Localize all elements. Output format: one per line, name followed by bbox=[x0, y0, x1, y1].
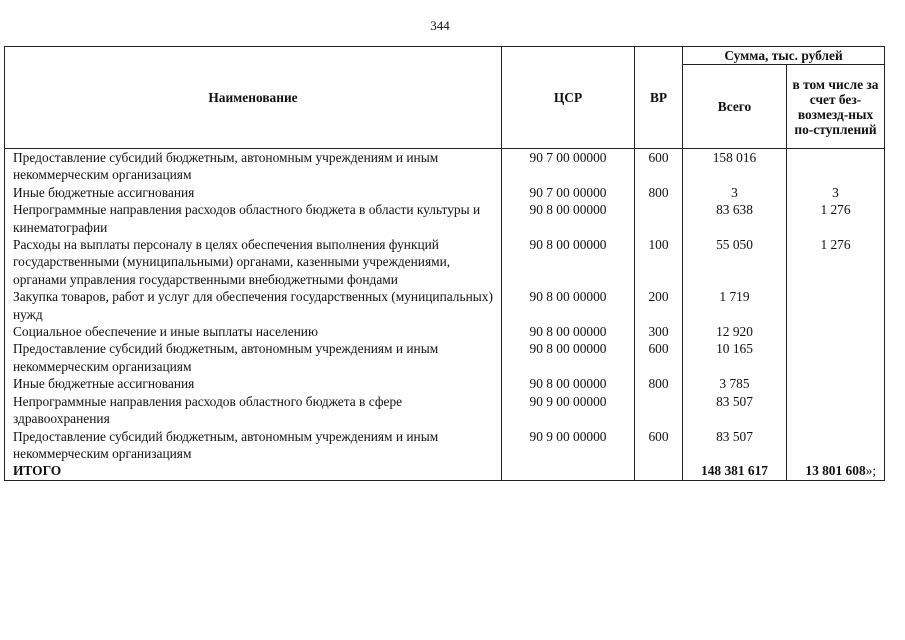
row-csr: 90 8 00 00000 bbox=[502, 323, 635, 340]
row-name: Расходы на выплаты персоналу в целях обеспечения выполнения функций государственными (муниципальными) органами, казенными учреждениями, органами управления государственными внебюджетными фондами bbox=[5, 236, 502, 288]
row-total: 3 785 bbox=[683, 375, 787, 392]
row-vr: 600 bbox=[635, 340, 683, 375]
row-total: 1 719 bbox=[683, 288, 787, 323]
total-free-cell bbox=[787, 462, 885, 480]
row-vr bbox=[635, 393, 683, 428]
total-row bbox=[5, 462, 885, 480]
closing-mark: »; bbox=[865, 463, 877, 479]
total-free-wrap bbox=[805, 462, 877, 479]
header-total: Всего bbox=[683, 65, 787, 149]
row-free: 1 276 bbox=[787, 201, 885, 236]
table-row bbox=[5, 236, 885, 288]
total-sum: 148 381 617 bbox=[683, 462, 787, 480]
row-vr: 200 bbox=[635, 288, 683, 323]
row-total: 55 050 bbox=[683, 236, 787, 288]
budget-table bbox=[4, 46, 885, 481]
row-csr: 90 8 00 00000 bbox=[502, 288, 635, 323]
row-name: Непрограммные направления расходов областного бюджета в сфере здравоохранения bbox=[5, 393, 502, 428]
table-row bbox=[5, 288, 885, 323]
header-free: в том числе за счет без-возмезд-ных по-ступлений bbox=[787, 65, 885, 149]
row-name: Непрограммные направления расходов областного бюджета в области культуры и кинематографии bbox=[5, 201, 502, 236]
page-number: 344 bbox=[430, 18, 450, 33]
row-name: Иные бюджетные ассигнования bbox=[5, 375, 502, 392]
row-vr bbox=[635, 201, 683, 236]
row-csr: 90 9 00 00000 bbox=[502, 428, 635, 463]
row-total: 3 bbox=[683, 184, 787, 201]
row-name: Закупка товаров, работ и услуг для обеспечения государственных (муниципальных) нужд bbox=[5, 288, 502, 323]
row-total: 10 165 bbox=[683, 340, 787, 375]
row-total: 158 016 bbox=[683, 149, 787, 184]
row-free bbox=[787, 288, 885, 323]
row-csr: 90 9 00 00000 bbox=[502, 393, 635, 428]
total-free: 13 801 608 bbox=[805, 463, 866, 479]
row-csr: 90 8 00 00000 bbox=[502, 340, 635, 375]
row-csr: 90 8 00 00000 bbox=[502, 375, 635, 392]
row-total: 12 920 bbox=[683, 323, 787, 340]
header-vr: ВР bbox=[635, 47, 683, 149]
row-vr: 600 bbox=[635, 428, 683, 463]
total-label: ИТОГО bbox=[5, 462, 502, 480]
table-row bbox=[5, 393, 885, 428]
row-name: Иные бюджетные ассигнования bbox=[5, 184, 502, 201]
row-vr: 600 bbox=[635, 149, 683, 184]
row-name: Предоставление субсидий бюджетным, автономным учреждениям и иным некоммерческим организациям bbox=[5, 149, 502, 184]
row-total: 83 638 bbox=[683, 201, 787, 236]
row-free bbox=[787, 375, 885, 392]
row-free: 3 bbox=[787, 184, 885, 201]
row-free bbox=[787, 428, 885, 463]
header-name: Наименование bbox=[5, 47, 502, 149]
row-free bbox=[787, 340, 885, 375]
row-csr: 90 7 00 00000 bbox=[502, 149, 635, 184]
table-row bbox=[5, 340, 885, 375]
row-csr: 90 8 00 00000 bbox=[502, 201, 635, 236]
row-total: 83 507 bbox=[683, 393, 787, 428]
row-name: Предоставление субсидий бюджетным, автономным учреждениям и иным некоммерческим организациям bbox=[5, 428, 502, 463]
row-free bbox=[787, 149, 885, 184]
row-vr: 800 bbox=[635, 184, 683, 201]
table-body bbox=[5, 149, 885, 481]
total-vr-empty bbox=[635, 462, 683, 480]
table-row bbox=[5, 428, 885, 463]
row-vr: 100 bbox=[635, 236, 683, 288]
row-name: Социальное обеспечение и иные выплаты населению bbox=[5, 323, 502, 340]
row-free: 1 276 bbox=[787, 236, 885, 288]
table-row bbox=[5, 323, 885, 340]
table-row bbox=[5, 201, 885, 236]
total-csr-empty bbox=[502, 462, 635, 480]
row-total: 83 507 bbox=[683, 428, 787, 463]
row-vr: 800 bbox=[635, 375, 683, 392]
table-row bbox=[5, 184, 885, 201]
header-csr: ЦСР bbox=[502, 47, 635, 149]
row-vr: 300 bbox=[635, 323, 683, 340]
row-free bbox=[787, 323, 885, 340]
row-csr: 90 7 00 00000 bbox=[502, 184, 635, 201]
row-csr: 90 8 00 00000 bbox=[502, 236, 635, 288]
table-row bbox=[5, 375, 885, 392]
row-name: Предоставление субсидий бюджетным, автономным учреждениям и иным некоммерческим организациям bbox=[5, 340, 502, 375]
row-free bbox=[787, 393, 885, 428]
header-sum-group: Сумма, тыс. рублей bbox=[683, 47, 885, 65]
table-row bbox=[5, 149, 885, 184]
